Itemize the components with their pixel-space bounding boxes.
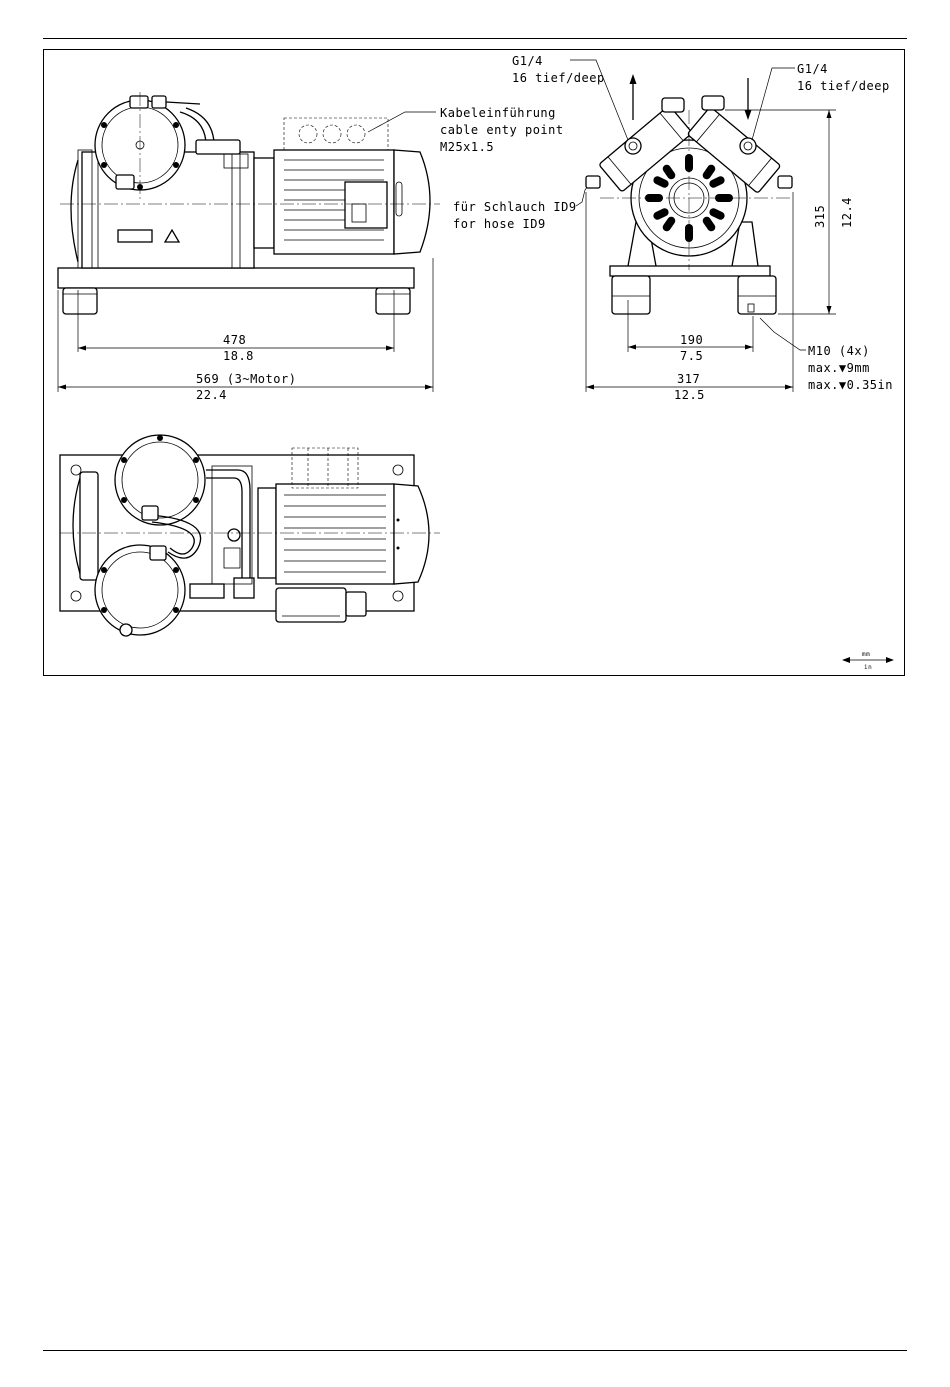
inlet-depth: 16 tief/deep bbox=[797, 79, 890, 93]
side-motor-flange bbox=[254, 158, 274, 248]
outlet-port bbox=[625, 138, 641, 154]
arrow-right-icon bbox=[886, 657, 894, 663]
dim-315-mm: 315 bbox=[813, 204, 827, 228]
top-motor-fan-cover bbox=[394, 484, 429, 584]
side-view bbox=[58, 92, 440, 314]
top-pump-head-upper bbox=[115, 435, 205, 525]
side-foot-right bbox=[376, 288, 410, 314]
units-legend-mm: mm bbox=[862, 651, 871, 658]
units-legend-in: in bbox=[864, 664, 873, 671]
inlet-thread: G1/4 bbox=[797, 62, 828, 76]
top-pump-head-lower bbox=[95, 545, 185, 635]
top-motor-body bbox=[276, 484, 394, 584]
side-foot-left bbox=[63, 288, 97, 314]
top-terminal-box bbox=[276, 588, 346, 622]
dim-569-mm: 569 (3~Motor) bbox=[196, 372, 297, 386]
mounting-thread: M10 (4x) bbox=[808, 344, 870, 358]
hose-label-en: for hose ID9 bbox=[453, 217, 546, 231]
dim-317-mm: 317 bbox=[677, 372, 701, 386]
side-label-plate bbox=[118, 230, 152, 242]
dim-478-in: 18.8 bbox=[223, 349, 254, 363]
arrow-left-icon bbox=[842, 657, 850, 663]
top-view bbox=[60, 435, 440, 636]
inlet-port bbox=[740, 138, 756, 154]
mounting-depth-in: max.▼0.35in bbox=[808, 378, 893, 392]
side-motor-fan-cover bbox=[394, 150, 430, 254]
outlet-arrow-icon bbox=[630, 74, 637, 84]
inlet-arrow-icon bbox=[745, 110, 752, 120]
mounting-depth-mm: max.▼9mm bbox=[808, 361, 870, 375]
dim-317-in: 12.5 bbox=[674, 388, 705, 402]
cable-entry-label-en: cable enty point bbox=[440, 123, 564, 137]
front-foot-left bbox=[612, 276, 650, 314]
dim-315-in: 12.4 bbox=[840, 197, 854, 228]
outlet-depth: 16 tief/deep bbox=[512, 71, 605, 85]
cable-entry-thread: M25x1.5 bbox=[440, 140, 495, 154]
front-foot-right bbox=[738, 276, 776, 314]
side-base-plate bbox=[58, 268, 414, 288]
dim-569-in: 22.4 bbox=[196, 388, 227, 402]
dim-478-mm: 478 bbox=[223, 333, 247, 347]
outlet-thread: G1/4 bbox=[512, 54, 543, 68]
dim-190-in: 7.5 bbox=[680, 349, 704, 363]
dim-190-mm: 190 bbox=[680, 333, 704, 347]
cable-entry-label: Kabeleinführung bbox=[440, 106, 556, 120]
hose-label-de: für Schlauch ID9 bbox=[453, 200, 577, 214]
